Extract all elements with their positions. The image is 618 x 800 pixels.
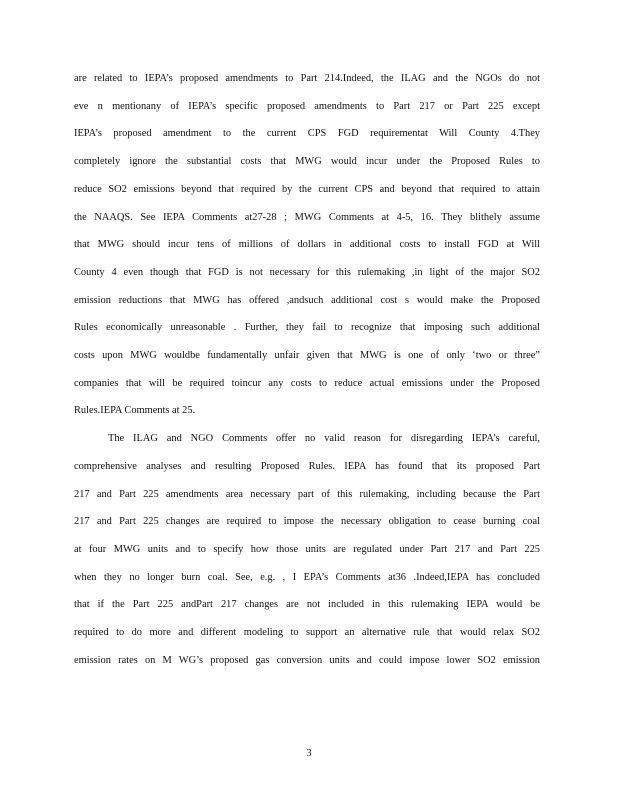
text-line: costs upon MWG wouldbe fundamentally unfair given that MWG is one of only ‘two or three” bbox=[74, 350, 540, 361]
text-line: The ILAG and NGO Comments offer no valid reason for disregarding IEPA’s careful, bbox=[108, 433, 540, 445]
text-line: eve n mentionany of IEPA’s specific proposed amendments to Part 217 or Part 225 except bbox=[74, 100, 540, 112]
text-line: 217 and Part 225 amendments area necessary part of this rulemaking, including because the Part bbox=[74, 488, 540, 500]
text-line: the NAAQS. See IEPA Comments at27-28 ; MWG Comments at 4-5, 16. They blithely assume bbox=[74, 211, 540, 223]
text-line: companies that will be required toincur any costs to reduce actual emissions under the Proposed bbox=[74, 377, 540, 389]
text-line: County 4 even though that FGD is not necessary for this rulemaking ,in light of the major SO2 bbox=[74, 266, 540, 278]
text-line: completely ignore the substantial costs that MWG would incur under the Proposed Rules to bbox=[74, 156, 540, 168]
text-line: are related to IEPA’s proposed amendments to Part 214.Indeed, the ILAG and the NGOs do not bbox=[74, 73, 540, 84]
text-line: emission rates on M WG’s proposed gas conversion units and could impose lower SO2 emission bbox=[74, 654, 540, 666]
text-line: IEPA’s proposed amendment to the current CPS FGD requirementat Will County 4.They bbox=[74, 128, 540, 140]
text-line: 217 and Part 225 changes are required to impose the necessary obligation to cease burning coal bbox=[74, 516, 540, 528]
text-line: that MWG should incur tens of millions of dollars in additional costs to install FGD at Will bbox=[74, 239, 540, 251]
text-line: Rules economically unreasonable . Further, they fail to recognize that imposing such additional bbox=[74, 322, 540, 334]
text-line: required to do more and different modeling to support an alternative rule that would relax SO2 bbox=[74, 627, 540, 638]
text-line: emission reductions that MWG has offered ,andsuch additional cost s would make the Proposed bbox=[74, 294, 540, 306]
text-line: at four MWG units and to specify how those units are regulated under Part 217 and Part 225 bbox=[74, 543, 540, 555]
text-line: comprehensive analyses and resulting Proposed Rules. IEPA has found that its proposed Part bbox=[74, 460, 540, 472]
text-line: Rules.IEPA Comments at 25. bbox=[74, 405, 196, 417]
text-line: that if the Part 225 andPart 217 changes are not included in this rulemaking IEPA would be bbox=[74, 599, 540, 611]
text-line: when they no longer burn coal. See, e.g. , I EPA’s Comments at36 .Indeed,IEPA has concluded bbox=[74, 571, 540, 583]
page-number: 3 bbox=[306, 748, 312, 759]
text-line: reduce SO2 emissions beyond that required by the current CPS and beyond that required to attain bbox=[74, 183, 540, 195]
